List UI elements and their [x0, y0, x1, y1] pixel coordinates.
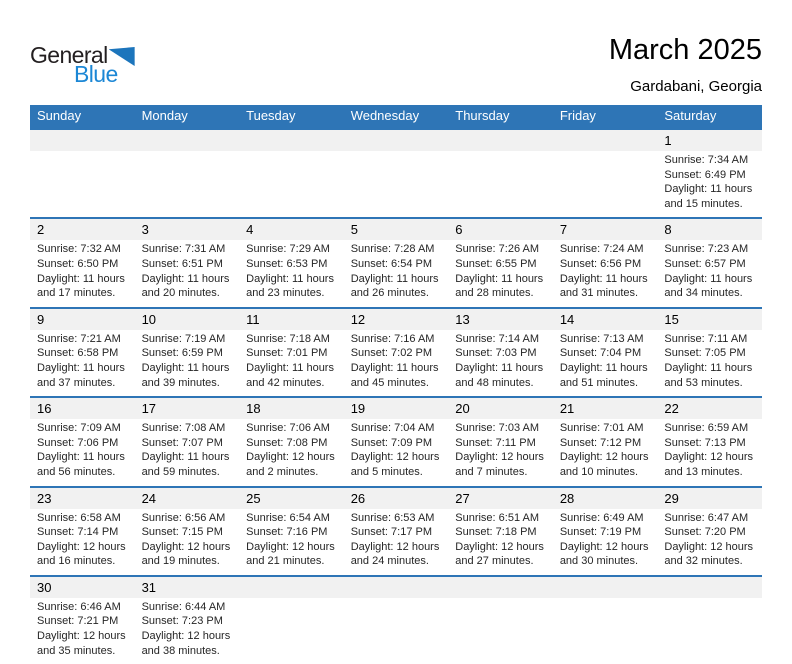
sunset-text: Sunset: 7:20 PM: [664, 526, 746, 539]
sunrise-text: Sunrise: 7:28 AM: [350, 243, 435, 256]
daylight-text-line2: and 34 minutes.: [664, 287, 743, 300]
sunrise-text: Sunrise: 7:31 AM: [141, 243, 226, 256]
day-info: [344, 419, 449, 485]
daylight-text-line1: Daylight: 11 hours: [141, 272, 230, 285]
daylight-text-line1: Daylight: 12 hours: [141, 630, 231, 643]
day-info: [30, 419, 135, 485]
day-info: [448, 598, 553, 606]
daylight-text-line2: and 28 minutes.: [455, 287, 534, 300]
daylight-text-line1: Daylight: 11 hours: [350, 272, 439, 285]
day-cell: [344, 576, 449, 664]
day-number: 10: [135, 309, 240, 330]
sunrise-text: Sunrise: 6:59 AM: [664, 422, 749, 435]
day-number: [239, 130, 344, 151]
day-number: 20: [448, 398, 553, 419]
sunset-text: Sunset: 7:02 PM: [350, 347, 433, 360]
day-cell: [657, 308, 762, 397]
daylight-text-line2: and 2 minutes.: [246, 465, 319, 478]
daylight-text-line2: and 30 minutes.: [559, 555, 639, 568]
day-number: 31: [135, 577, 240, 598]
day-number: 6: [448, 219, 553, 240]
sunset-text: Sunset: 7:17 PM: [350, 526, 433, 539]
sunrise-text: Sunrise: 7:06 AM: [246, 422, 330, 435]
day-info: [30, 509, 135, 575]
day-cell: [30, 397, 135, 486]
day-number: 4: [239, 219, 344, 240]
calendar-title: March 2025: [608, 34, 762, 66]
sunrise-text: Sunrise: 7:01 AM: [559, 422, 644, 435]
day-cell: [239, 129, 344, 218]
day-number: 12: [344, 309, 449, 330]
day-cell: [657, 397, 762, 486]
day-cell: [135, 576, 240, 664]
sunrise-text: Sunrise: 7:29 AM: [246, 243, 330, 256]
day-info: [135, 509, 240, 575]
day-cell: [30, 218, 135, 307]
sunrise-text: Sunrise: 7:34 AM: [664, 154, 749, 166]
sunset-text: Sunset: 7:03 PM: [455, 347, 537, 360]
daylight-text-line1: Daylight: 12 hours: [455, 451, 544, 464]
day-cell: [553, 218, 658, 307]
sunset-text: Sunset: 7:16 PM: [246, 526, 328, 539]
sunrise-text: Sunrise: 7:09 AM: [37, 422, 121, 435]
daylight-text-line2: and 35 minutes.: [37, 644, 116, 657]
day-number: [553, 130, 658, 151]
sunrise-text: Sunrise: 7:16 AM: [350, 332, 435, 345]
weekday-header-sunday: Sunday: [30, 105, 135, 129]
day-info: [344, 509, 449, 575]
day-number: 30: [30, 577, 135, 598]
day-info: [135, 240, 240, 306]
day-cell: [657, 576, 762, 664]
day-number: [344, 577, 449, 598]
day-number: 16: [30, 398, 135, 419]
day-cell: [553, 576, 658, 664]
day-info: [657, 419, 762, 485]
daylight-text-line2: and 5 minutes.: [350, 465, 423, 478]
daylight-text-line2: and 53 minutes.: [664, 376, 743, 389]
day-number: 28: [553, 488, 658, 509]
day-info: [448, 509, 553, 575]
weekday-header-wednesday: Wednesday: [344, 105, 449, 129]
day-info: [135, 598, 240, 664]
day-number: [448, 577, 553, 598]
day-number: 9: [30, 309, 135, 330]
sunrise-text: Sunrise: 7:19 AM: [141, 332, 226, 345]
week-row-5: [30, 487, 762, 576]
sunrise-text: Sunrise: 6:54 AM: [246, 511, 330, 524]
sunrise-text: Sunrise: 7:04 AM: [350, 422, 435, 435]
day-cell: [30, 129, 135, 218]
sunset-text: Sunset: 7:06 PM: [37, 436, 119, 449]
day-cell: [448, 308, 553, 397]
day-info: [553, 330, 658, 396]
daylight-text-line2: and 31 minutes.: [559, 287, 639, 300]
week-row-3: [30, 308, 762, 397]
sunrise-text: Sunrise: 7:21 AM: [37, 332, 121, 345]
weekday-header-saturday: Saturday: [657, 105, 762, 129]
daylight-text-line2: and 48 minutes.: [455, 376, 534, 389]
day-number: 26: [344, 488, 449, 509]
day-info: [239, 151, 344, 159]
sunset-text: Sunset: 7:14 PM: [37, 526, 119, 539]
sunrise-text: Sunrise: 6:49 AM: [559, 511, 644, 524]
sunset-text: Sunset: 7:23 PM: [141, 615, 223, 628]
day-cell: [448, 218, 553, 307]
day-info: [239, 330, 344, 396]
day-number: 23: [30, 488, 135, 509]
day-info: [30, 151, 135, 159]
day-number: 13: [448, 309, 553, 330]
day-cell: [344, 218, 449, 307]
day-cell: [135, 218, 240, 307]
day-info: [553, 598, 658, 606]
sunrise-text: Sunrise: 7:32 AM: [37, 243, 121, 256]
sunrise-text: Sunrise: 6:46 AM: [37, 600, 121, 613]
sunset-text: Sunset: 7:09 PM: [350, 436, 433, 449]
sunset-text: Sunset: 6:56 PM: [559, 257, 642, 270]
day-number: 19: [344, 398, 449, 419]
day-info: [657, 330, 762, 396]
daylight-text-line2: and 37 minutes.: [37, 376, 116, 389]
sunrise-text: Sunrise: 7:18 AM: [246, 332, 330, 345]
sunset-text: Sunset: 7:07 PM: [141, 436, 223, 449]
day-cell: [239, 487, 344, 576]
daylight-text-line1: Daylight: 12 hours: [350, 540, 440, 553]
daylight-text-line2: and 13 minutes.: [664, 465, 743, 478]
day-cell: [657, 487, 762, 576]
day-cell: [239, 576, 344, 664]
daylight-text-line2: and 23 minutes.: [246, 287, 325, 300]
sunset-text: Sunset: 6:50 PM: [37, 257, 119, 270]
calendar-grid: [30, 105, 762, 664]
day-info: [239, 509, 344, 575]
day-cell: [239, 218, 344, 307]
sunset-text: Sunset: 6:58 PM: [37, 347, 119, 360]
daylight-text-line1: Daylight: 11 hours: [141, 451, 230, 464]
daylight-text-line2: and 16 minutes.: [37, 555, 116, 568]
daylight-text-line2: and 39 minutes.: [141, 376, 220, 389]
sunset-text: Sunset: 6:51 PM: [141, 257, 223, 270]
daylight-text-line1: Daylight: 12 hours: [559, 540, 649, 553]
day-cell: [448, 487, 553, 576]
logo-text-general: General: [30, 42, 108, 68]
daylight-text-line2: and 45 minutes.: [350, 376, 429, 389]
daylight-text-line2: and 42 minutes.: [246, 376, 325, 389]
day-info: [657, 240, 762, 306]
daylight-text-line2: and 59 minutes.: [141, 465, 220, 478]
day-number: 18: [239, 398, 344, 419]
sunrise-text: Sunrise: 6:51 AM: [455, 511, 540, 524]
day-info: [30, 330, 135, 396]
day-number: 11: [239, 309, 344, 330]
day-number: 29: [657, 488, 762, 509]
daylight-text-line1: Daylight: 11 hours: [559, 272, 648, 285]
sunset-text: Sunset: 7:11 PM: [455, 436, 536, 449]
day-cell: [553, 487, 658, 576]
daylight-text-line2: and 21 minutes.: [246, 555, 325, 568]
day-cell: [553, 308, 658, 397]
daylight-text-line2: and 51 minutes.: [559, 376, 639, 389]
daylight-text-line2: and 24 minutes.: [350, 555, 429, 568]
daylight-text-line1: Daylight: 11 hours: [664, 183, 753, 196]
day-info: [135, 330, 240, 396]
daylight-text-line1: Daylight: 12 hours: [664, 451, 754, 464]
sunrise-text: Sunrise: 6:56 AM: [141, 511, 226, 524]
day-cell: [448, 129, 553, 218]
daylight-text-line2: and 38 minutes.: [141, 644, 220, 657]
day-info: [448, 419, 553, 485]
sunset-text: Sunset: 7:01 PM: [246, 347, 328, 360]
day-cell: [657, 218, 762, 307]
sunset-text: Sunset: 7:18 PM: [455, 526, 537, 539]
day-number: 22: [657, 398, 762, 419]
week-row-2: [30, 218, 762, 307]
day-info: [344, 240, 449, 306]
day-info: [448, 330, 553, 396]
day-cell: [344, 487, 449, 576]
day-cell: [135, 129, 240, 218]
sunrise-text: Sunrise: 6:58 AM: [37, 511, 121, 524]
day-cell: [344, 129, 449, 218]
day-number: 24: [135, 488, 240, 509]
day-cell: [135, 487, 240, 576]
day-cell: [344, 397, 449, 486]
day-info: [553, 419, 658, 485]
daylight-text-line1: Daylight: 12 hours: [141, 540, 231, 553]
sunset-text: Sunset: 7:12 PM: [559, 436, 642, 449]
day-info: [448, 151, 553, 159]
day-number: [553, 577, 658, 598]
sunset-text: Sunset: 7:13 PM: [664, 436, 746, 449]
day-cell: [30, 576, 135, 664]
week-row-1: [30, 129, 762, 218]
weekday-header-tuesday: Tuesday: [239, 105, 344, 129]
sunset-text: Sunset: 7:15 PM: [141, 526, 223, 539]
daylight-text-line2: and 17 minutes.: [37, 287, 116, 300]
general-blue-logo: [30, 44, 135, 86]
day-cell: [448, 576, 553, 664]
day-number: 8: [657, 219, 762, 240]
day-cell: [30, 487, 135, 576]
day-number: 5: [344, 219, 449, 240]
day-info: [448, 240, 553, 306]
sunset-text: Sunset: 7:21 PM: [37, 615, 119, 628]
calendar-location: Gardabani, Georgia: [630, 78, 762, 95]
sunrise-text: Sunrise: 7:13 AM: [559, 332, 644, 345]
sunrise-text: Sunrise: 6:53 AM: [350, 511, 435, 524]
sunset-text: Sunset: 7:19 PM: [559, 526, 642, 539]
sunset-text: Sunset: 6:57 PM: [664, 257, 746, 270]
sunrise-text: Sunrise: 6:47 AM: [664, 511, 749, 524]
daylight-text-line1: Daylight: 12 hours: [664, 540, 754, 553]
sunset-text: Sunset: 6:49 PM: [664, 168, 746, 181]
daylight-text-line1: Daylight: 12 hours: [37, 540, 126, 553]
day-info: [135, 419, 240, 485]
daylight-text-line2: and 26 minutes.: [350, 287, 429, 300]
day-info: [344, 330, 449, 396]
logo-text-blue: Blue: [74, 61, 118, 87]
day-number: 1: [657, 130, 762, 151]
sunset-text: Sunset: 6:59 PM: [141, 347, 223, 360]
sunrise-text: Sunrise: 6:44 AM: [141, 600, 226, 613]
sunset-text: Sunset: 7:05 PM: [664, 347, 746, 360]
daylight-text-line2: and 7 minutes.: [455, 465, 528, 478]
day-info: [657, 509, 762, 575]
day-number: 2: [30, 219, 135, 240]
day-info: [30, 240, 135, 306]
day-number: [135, 130, 240, 151]
day-number: [657, 577, 762, 598]
sunset-text: Sunset: 7:08 PM: [246, 436, 328, 449]
daylight-text-line2: and 56 minutes.: [37, 465, 116, 478]
daylight-text-line2: and 10 minutes.: [559, 465, 639, 478]
daylight-text-line2: and 27 minutes.: [455, 555, 534, 568]
daylight-text-line1: Daylight: 11 hours: [246, 361, 334, 374]
sunrise-text: Sunrise: 7:24 AM: [559, 243, 644, 256]
daylight-text-line2: and 15 minutes.: [664, 197, 743, 210]
day-number: 27: [448, 488, 553, 509]
day-info: [239, 598, 344, 606]
sunrise-text: Sunrise: 7:26 AM: [455, 243, 540, 256]
weekday-header-friday: Friday: [553, 105, 658, 129]
sunset-text: Sunset: 6:53 PM: [246, 257, 328, 270]
day-number: 15: [657, 309, 762, 330]
week-row-4: [30, 397, 762, 486]
day-cell: [239, 308, 344, 397]
daylight-text-line1: Daylight: 11 hours: [455, 272, 544, 285]
daylight-text-line1: Daylight: 11 hours: [37, 451, 125, 464]
daylight-text-line1: Daylight: 11 hours: [559, 361, 648, 374]
day-info: [30, 598, 135, 664]
daylight-text-line1: Daylight: 12 hours: [37, 630, 126, 643]
daylight-text-line2: and 19 minutes.: [141, 555, 220, 568]
day-cell: [135, 308, 240, 397]
day-number: [448, 130, 553, 151]
day-number: 14: [553, 309, 658, 330]
day-info: [135, 151, 240, 159]
day-cell: [448, 397, 553, 486]
daylight-text-line1: Daylight: 12 hours: [350, 451, 440, 464]
daylight-text-line1: Daylight: 12 hours: [455, 540, 544, 553]
sunset-text: Sunset: 6:55 PM: [455, 257, 537, 270]
daylight-text-line1: Daylight: 11 hours: [141, 361, 230, 374]
day-info: [657, 598, 762, 606]
day-number: 21: [553, 398, 658, 419]
weekday-header-thursday: Thursday: [448, 105, 553, 129]
sunrise-text: Sunrise: 7:03 AM: [455, 422, 540, 435]
day-info: [553, 240, 658, 306]
day-cell: [553, 397, 658, 486]
sunrise-text: Sunrise: 7:08 AM: [141, 422, 226, 435]
day-cell: [657, 129, 762, 218]
day-cell: [135, 397, 240, 486]
sunset-text: Sunset: 6:54 PM: [350, 257, 433, 270]
daylight-text-line1: Daylight: 12 hours: [559, 451, 649, 464]
day-number: 3: [135, 219, 240, 240]
day-info: [553, 151, 658, 159]
day-info: [344, 598, 449, 606]
daylight-text-line1: Daylight: 12 hours: [246, 451, 335, 464]
day-number: 25: [239, 488, 344, 509]
day-cell: [239, 397, 344, 486]
daylight-text-line1: Daylight: 11 hours: [664, 361, 753, 374]
day-cell: [30, 308, 135, 397]
daylight-text-line2: and 32 minutes.: [664, 555, 743, 568]
daylight-text-line1: Daylight: 11 hours: [37, 272, 125, 285]
week-row-6: [30, 576, 762, 664]
day-info: [239, 240, 344, 306]
daylight-text-line1: Daylight: 12 hours: [246, 540, 335, 553]
daylight-text-line1: Daylight: 11 hours: [350, 361, 439, 374]
day-number: [30, 130, 135, 151]
weekday-header-monday: Monday: [135, 105, 240, 129]
day-number: 7: [553, 219, 658, 240]
day-number: [239, 577, 344, 598]
sunrise-text: Sunrise: 7:11 AM: [664, 332, 748, 345]
daylight-text-line1: Daylight: 11 hours: [246, 272, 334, 285]
day-info: [553, 509, 658, 575]
day-info: [344, 151, 449, 159]
sunrise-text: Sunrise: 7:23 AM: [664, 243, 749, 256]
sunset-text: Sunset: 7:04 PM: [559, 347, 642, 360]
day-number: [344, 130, 449, 151]
daylight-text-line1: Daylight: 11 hours: [455, 361, 544, 374]
day-cell: [344, 308, 449, 397]
daylight-text-line1: Daylight: 11 hours: [664, 272, 753, 285]
day-number: 17: [135, 398, 240, 419]
day-info: [657, 151, 762, 217]
daylight-text-line2: and 20 minutes.: [141, 287, 220, 300]
day-info: [239, 419, 344, 485]
daylight-text-line1: Daylight: 11 hours: [37, 361, 125, 374]
weekday-header-row: [30, 105, 762, 129]
sunrise-text: Sunrise: 7:14 AM: [455, 332, 540, 345]
day-cell: [553, 129, 658, 218]
